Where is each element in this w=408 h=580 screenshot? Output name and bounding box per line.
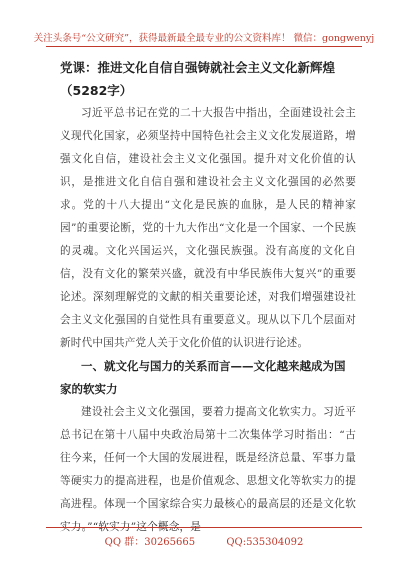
footer-divider	[46, 527, 362, 528]
header-banner: 关注头条号“公文研究”，获得最新最全最专业的公文资料库！ 微信：gongwenyj	[33, 33, 375, 44]
document-title: 党课：推进文化自信自强铸就社会主义文化新辉煌（5282字）	[60, 60, 336, 98]
intro-paragraph: 习近平总书记在党的二十大报告中指出，全面建设社会主义现代化国家，必须坚持中国特色社会主义文化发展道路，增强文化自信，建设社会主义文化强国。提升对文化价值的认识，是推进文化自信自强和建设社会主义文化强国的必然要求。党的十八大提出“文化是民族的血脉，是人民的精神家园”的重要论断，党的十九大作出“文化是一个国家、一个民族的灵魂。文化兴国运兴，文化强民族强。没有高度的文化自信，没有文化的繁荣兴盛，就没有中华民族伟大复兴”的重要论述。深刻理解党的文献的相关重要论述，对我们增强建设社会主义文化强国的自觉性具有重要意义。现从以下几个层面对新时代中国共产党人关于文化价值的认识进行论述。	[60, 107, 356, 349]
section-heading: 一、就文化与国力的关系而言——文化越来越成为国家的软实力	[60, 359, 346, 396]
footer-qq-group: QQ 群：30265665	[104, 537, 196, 548]
footer-qq: QQ:535304092	[226, 537, 304, 548]
section-paragraph: 建设社会主义文化强国，要着力提高文化软实力。习近平总书记在第十八届中央政治局第十二次集体学习时指出：“古往今来，任何一个大国的发展进程，既是经济总量、军事力量等硬实力的提高进程，也是价值观念、思想文化等软实力的提高进程。体现一个国家综合实力最核心的最高层的还是文化软实力。”“软实力”这个概念，是	[60, 406, 356, 533]
document-body	[60, 56, 356, 539]
header-divider	[46, 46, 362, 47]
footer	[0, 533, 408, 548]
